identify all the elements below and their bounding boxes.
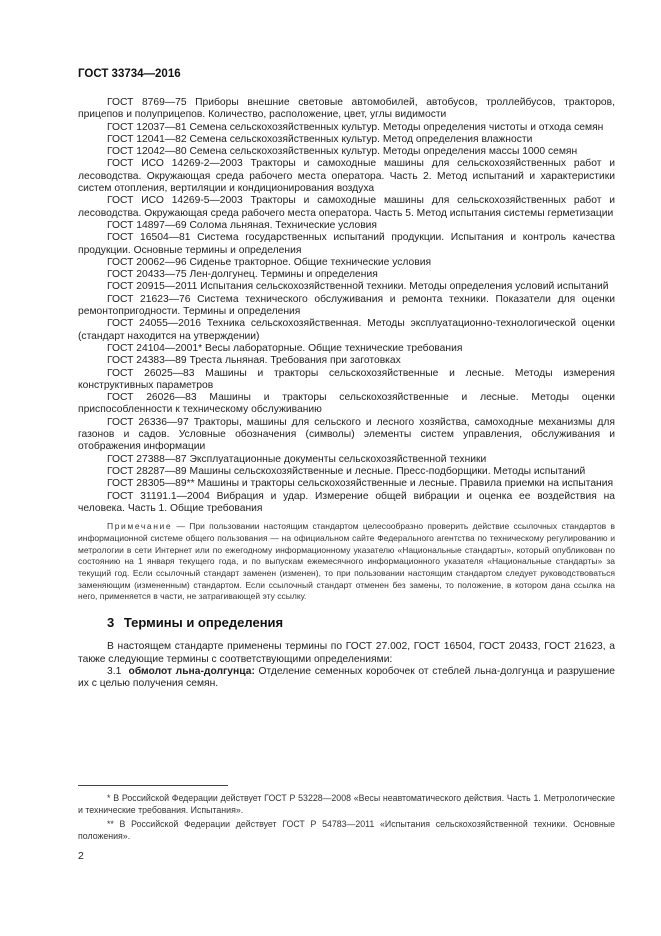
reference-item: ГОСТ ИСО 14269-2—2003 Тракторы и самоходные машины для сельскохозяйственных работ и лесоводства. Окружающая среда рабочего места оператора. Часть 2. Метод испытаний и характеристики систем отопления, вертиляции и кондиционирования воздуха (78, 158, 615, 195)
footnote-item: * В Российской Федерации действует ГОСТ Р 53228—2008 «Весы неавтоматического действия. Часть 1. Метрологические и технические требования. Испытания». (78, 793, 615, 815)
reference-item: ГОСТ 21623—76 Система технического обслуживания и ремонта техники. Показатели для оценки ремонтопригодности. Термины и определения (78, 293, 615, 318)
reference-item: ГОСТ 20062—96 Сиденье тракторное. Общие технические условия (107, 256, 432, 268)
reference-item: ГОСТ 20433—75 Лен-долгунец. Термины и определения (107, 269, 378, 281)
reference-item: ГОСТ 24055—2016 Техника сельскохозяйственная. Методы эксплуатационно-технологической оценки (стандарт находится на утверждении) (78, 318, 615, 342)
reference-item: ГОСТ 28287—89 Машины сельскохозяйственные и лесные. Пресс-подборщики. Методы испытаний (107, 465, 586, 477)
definition-term: обмолот льна-долгунца: (128, 665, 255, 677)
definition-text: Отделение семенных коробочек от стеблей льна-долгунца и разрушение их с целью получения семян. (78, 665, 615, 690)
footnote-item: ** В Российской Федерации действует ГОСТ Р 54783—2011 «Испытания сельскохозяйственной техники. Основные положения». (78, 819, 615, 841)
note-paragraph (78, 521, 615, 603)
reference-item: ГОСТ 20915—2011 Испытания сельскохозяйственной техники. Методы определения условий испытаний (107, 281, 609, 293)
section-intro: В настоящем стандарте применены термины по ГОСТ 27.002, ГОСТ 16504, ГОСТ 20433, ГОСТ 21623, а также следующие термины с соответствующими определениями: (78, 641, 615, 665)
reference-item: ГОСТ 26026—83 Машины и тракторы сельскохозяйственные и лесные. Методы оценки приспособленности к техническому обслуживанию (78, 392, 615, 416)
section-title: Термины и определения (123, 615, 284, 631)
section-heading (78, 617, 615, 629)
reference-item: ГОСТ 12037—81 Семена сельскохозяйственных культур. Методы определения чистоты и отхода семян (107, 121, 604, 133)
reference-item: ГОСТ 26336—97 Тракторы, машины для сельского и лесного хозяйства, самоходные механизмы для газонов и садов. Условные обозначения (символы) элементы систем управления, обслуживания и отображения информации (78, 416, 615, 453)
footnotes (78, 792, 615, 844)
reference-item: ГОСТ 12041—82 Семена сельскохозяйственных культур. Метод определения влажности (107, 133, 533, 145)
reference-item: ГОСТ 31191.1—2004 Вибрация и удар. Измерение общей вибрации и оценка ее воздействия на человека. Часть 1. Общие требования (78, 490, 615, 514)
reference-item: ГОСТ 16504—81 Система государственных испытаний продукции. Испытания и контроль качества продукции. Основные термины и определения (78, 232, 615, 256)
reference-item: ГОСТ 26025—83 Машины и тракторы сельскохозяйственные и лесные. Методы измерения конструктивных параметров (78, 367, 615, 391)
document-header: ГОСТ 33734—2016 (78, 68, 181, 80)
reference-item: ГОСТ ИСО 14269-5—2003 Тракторы и самоходные машины для сельскохозяйственных работ и лесоводства. Окружающая среда рабочего места оператора. Часть 5. Метод испытания системы герметизации (78, 195, 615, 219)
note-text: — При пользовании настоящим стандартом целесообразно проверить действие ссылочных стандартов в информационной системе общего пользования — на официальном сайте Федерального агентства по техническому регулированию и метрологии в сети Интернет или по ежегодному информационному указателю «Национальные стандарты», который опубликован по состоянию на 1 января текущего года, и по выпускам ежемесячного информационного указателя «Национальные стандарты» за текущий год. Если ссылочный стандарт заменен (изменен), то при пользовании настоящим стандартом следует руководствоваться заменяющим (измененным) стандартом. Если ссылочный стандарт отменен без замены, то положение, в котором дана ссылка на него, применяется в части, не затрагивающей эту ссылку. (78, 521, 615, 602)
page-number: 2 (78, 850, 84, 862)
definition-item (78, 666, 615, 691)
footnote-divider (78, 785, 228, 786)
reference-item: ГОСТ 14897—69 Солома льняная. Технические условия (107, 219, 378, 231)
reference-item: ГОСТ 24104—2001* Весы лабораторные. Общие технические требования (107, 342, 463, 354)
reference-item: ГОСТ 24383—89 Треста льняная. Требования при заготовках (107, 355, 401, 367)
note-label: Примечание (107, 521, 173, 532)
reference-item: ГОСТ 8769—75 Приборы внешние световые автомобилей, автобусов, троллейбусов, тракторов, прицепов и полуприцепов. Количество, расположение, цвет, углы видимости (78, 97, 615, 121)
reference-item: ГОСТ 28305—89** Машины и тракторы сельскохозяйственные и лесные. Правила приемки на испытания (107, 478, 614, 490)
reference-item: ГОСТ 27388—87 Эксплуатационные документы сельскохозяйственной техники (107, 453, 487, 465)
definition-number: 3.1 (107, 665, 122, 677)
reference-list (78, 97, 615, 691)
section-number: 3 (107, 615, 115, 631)
reference-item: ГОСТ 12042—80 Семена сельскохозяйственных культур. Методы определения массы 1000 семян (107, 146, 578, 158)
